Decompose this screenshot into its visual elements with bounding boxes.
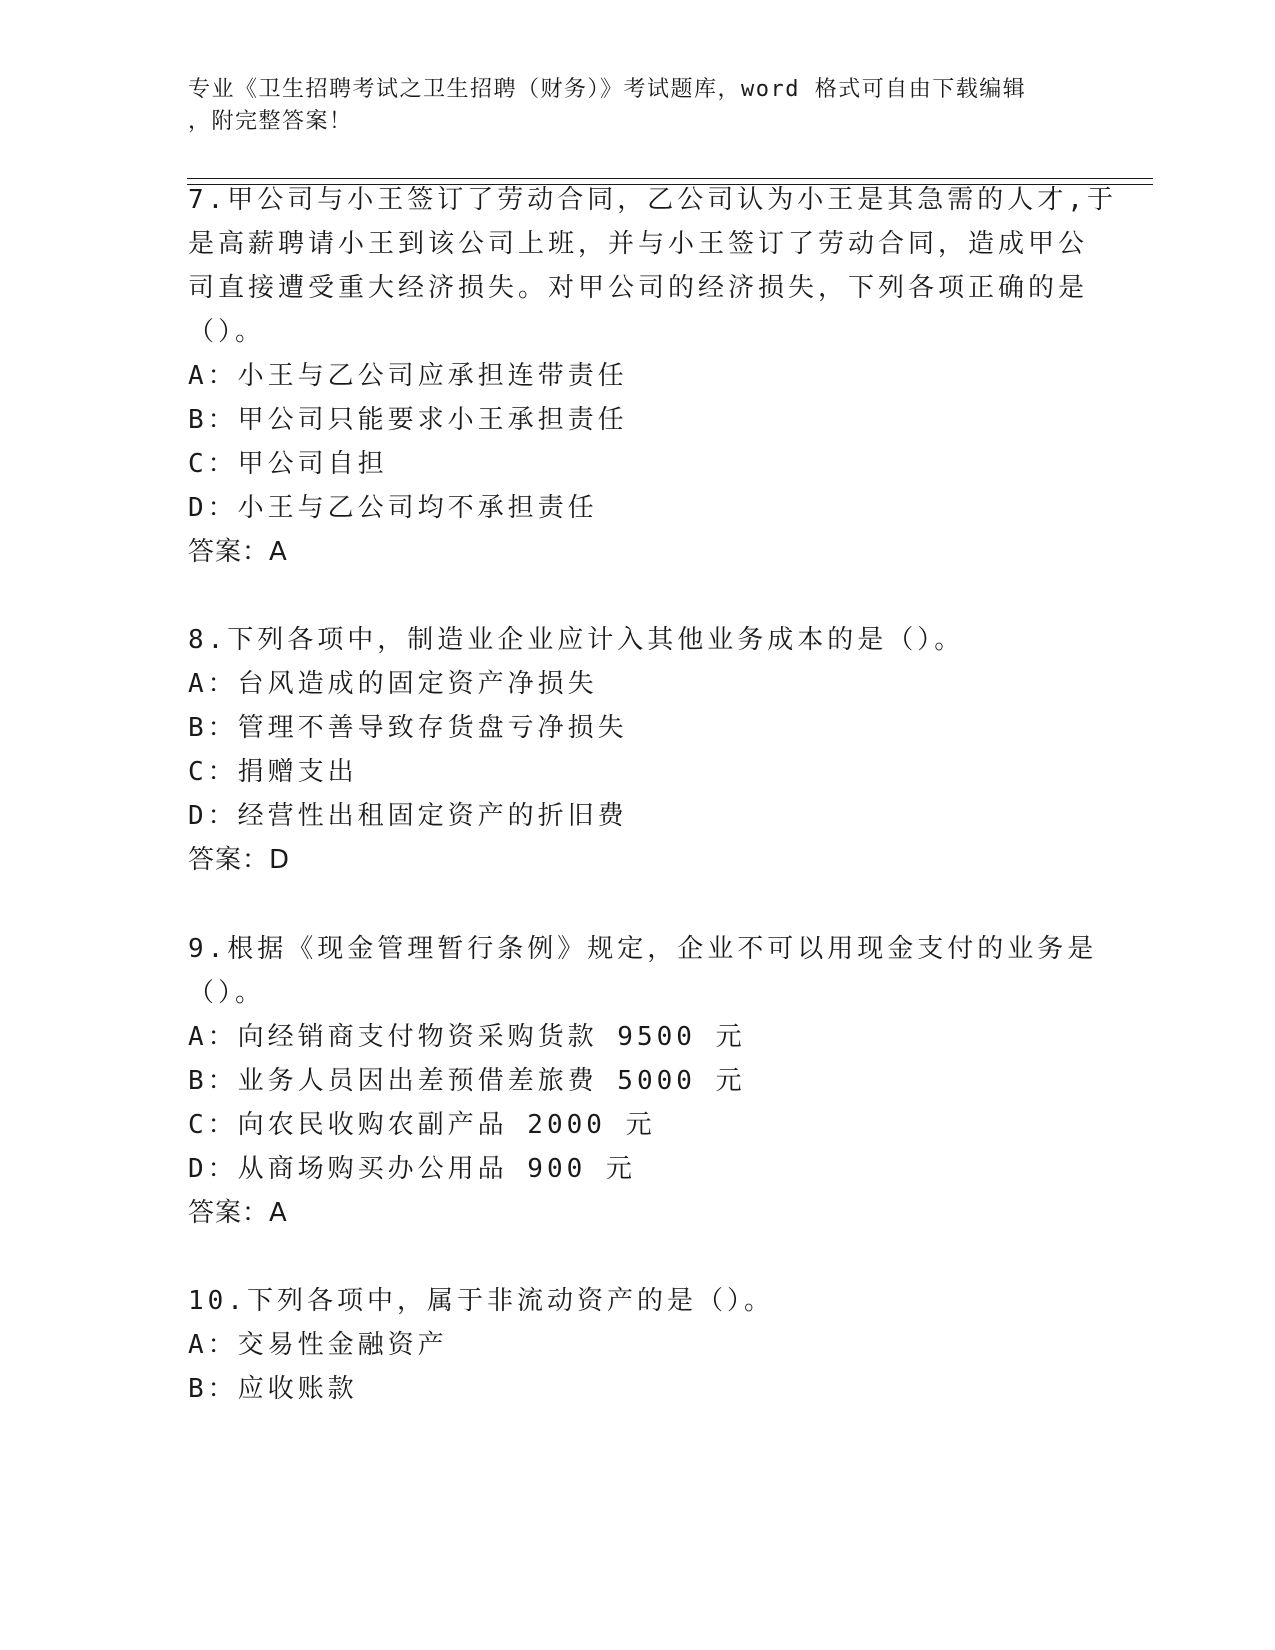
question-8-answer: 答案：D [188, 845, 291, 875]
question-9-stem-line-1: 9.根据《现金管理暂行条例》规定，企业不可以用现金支付的业务是 [188, 934, 1098, 964]
question-10-option-a: A：交易性金融资产 [188, 1330, 448, 1360]
question-10-stem-line-1: 10.下列各项中，属于非流动资产的是（）。 [188, 1286, 774, 1316]
question-7-option-d: D：小王与乙公司均不承担责任 [188, 493, 598, 523]
question-8-option-b: B：管理不善导致存货盘亏净损失 [188, 713, 628, 743]
question-7-stem-line-2: 是高薪聘请小王到该公司上班，并与小王签订了劳动合同，造成甲公 [188, 229, 1089, 259]
question-8-option-a: A：台风造成的固定资产净损失 [188, 669, 598, 699]
question-7-option-a: A：小王与乙公司应承担连带责任 [188, 361, 628, 391]
header-divider-top [187, 178, 1153, 179]
question-9-option-d: D：从商场购买办公用品 900 元 [188, 1154, 636, 1184]
question-8-option-c: C：捐赠支出 [188, 757, 358, 787]
question-7-stem-line-3: 司直接遭受重大经济损失。对甲公司的经济损失，下列各项正确的是 [188, 273, 1089, 303]
question-7-option-b: B：甲公司只能要求小王承担责任 [188, 405, 628, 435]
question-9-stem-line-2: （）。 [188, 978, 266, 1008]
question-9-option-a: A：向经销商支付物资采购货款 9500 元 [188, 1022, 746, 1052]
question-7-answer: 答案：A [188, 537, 288, 567]
question-7-stem-line-4: （）。 [188, 317, 266, 347]
question-7-stem-line-1: 7.甲公司与小王签订了劳动合同，乙公司认为小王是其急需的人才,于 [188, 185, 1117, 215]
question-10-option-b: B：应收账款 [188, 1374, 358, 1404]
question-8-option-d: D：经营性出租固定资产的折旧费 [188, 801, 628, 831]
question-9-option-b: B：业务人员因出差预借差旅费 5000 元 [188, 1066, 746, 1096]
question-9-answer: 答案：A [188, 1198, 288, 1228]
question-8-stem-line-1: 8.下列各项中，制造业企业应计入其他业务成本的是（）。 [188, 625, 965, 655]
question-9-option-c: C：向农民收购农副产品 2000 元 [188, 1110, 656, 1140]
document-intro: 专业《卫生招聘考试之卫生招聘（财务）》考试题库，word 格式可自由下载编辑 ，附完整答案！ [188, 77, 1027, 134]
question-7-option-c: C：甲公司自担 [188, 449, 388, 479]
